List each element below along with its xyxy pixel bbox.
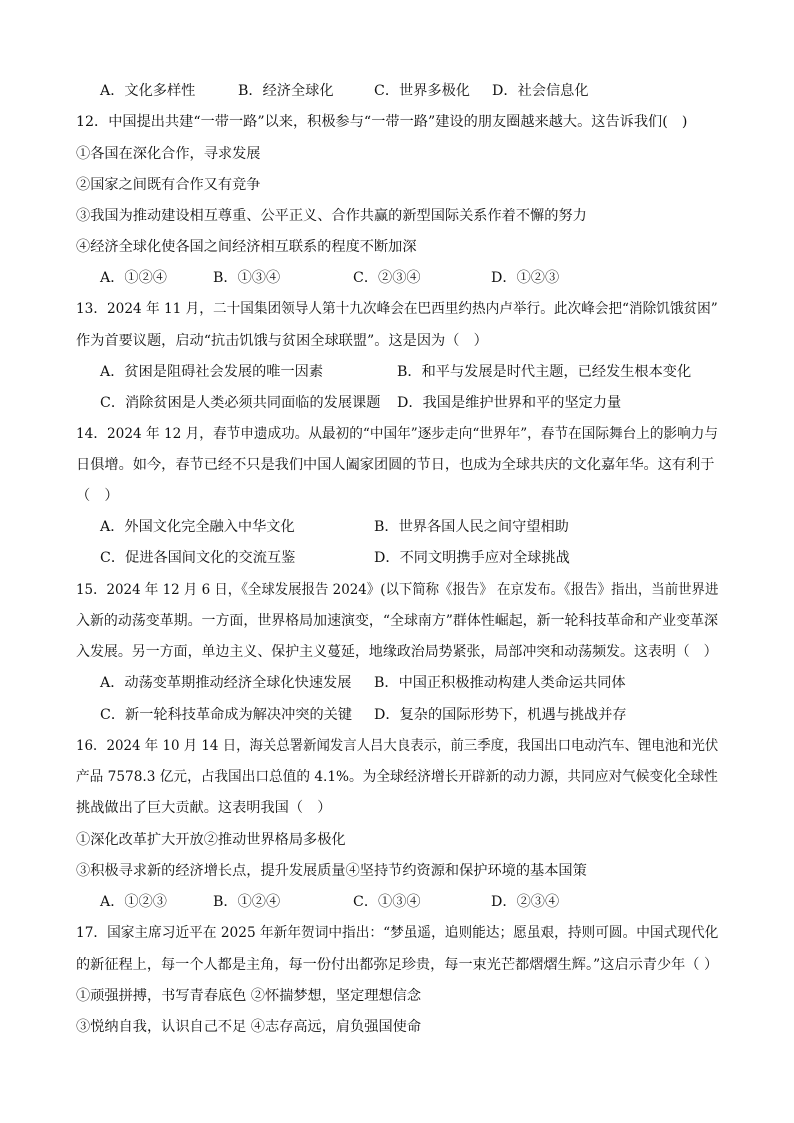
q16-option-c: C．①③④ [353, 894, 421, 910]
q15-stem-line-2: 入新的动荡变革期。一方面，世界格局加速演变，“全球南方”群体性崛起，新一轮科技革命和产业变革深 [76, 613, 718, 629]
q16-option-d: D．②③④ [491, 894, 560, 910]
q13-option-c: C．消除贫困是人类必须共同面临的发展课题 [100, 395, 381, 411]
q12-item-3: ③我国为推动建设相互尊重、公平正义、合作共赢的新型国际关系作着不懈的努力 [76, 208, 587, 224]
q14-stem-line-2: 日俱增。如今，春节已经不只是我们中国人阖家团圆的节日，也成为全球共庆的文化嘉年华。这有利于 [76, 457, 715, 473]
q15-option-c: C．新一轮科技革命成为解决冲突的关键 [100, 707, 353, 723]
q16-option-a: A．①②③ [100, 894, 167, 910]
q17-stem-line-1: 17．国家主席习近平在 2025 年新年贺词中指出：“梦虽遥，追则能达；愿虽艰，持则可圆。中国式现代化 [76, 925, 719, 941]
q15-option-b: B．中国正积极推动构建人类命运共同体 [374, 675, 626, 691]
q16-option-b: B．①②④ [213, 894, 281, 910]
q16-item-1-2: ①深化改革扩大开放②推动世界格局多极化 [76, 832, 346, 848]
q12-option-c: C．②③④ [353, 270, 421, 286]
q11-option-a: A．文化多样性 [100, 83, 196, 99]
q14-option-b: B．世界各国人民之间守望相助 [374, 519, 569, 535]
q12-option-a: A．①②④ [100, 270, 167, 286]
q16-stem-line-1: 16．2024 年 10 月 14 日，海关总署新闻发言人吕大良表示，前三季度，我国出口电动汽车、锂电池和光伏 [76, 738, 719, 754]
q14-option-d: D．不同文明携手应对全球挑战 [374, 550, 570, 566]
q11-option-c: C．世界多极化 [374, 83, 470, 99]
q13-option-d: D．我国是维护世界和平的坚定力量 [397, 395, 622, 411]
q12-option-d: D．①②③ [491, 270, 560, 286]
q17-stem-line-2: 的新征程上，每一个人都是主角，每一份付出都弥足珍贵，每一束光芒都熠熠生辉。”这启示青少年（ ） [76, 957, 719, 973]
q16-item-3-4: ③积极寻求新的经济增长点，提升发展质量④坚持节约资源和保护环境的基本国策 [76, 863, 587, 879]
q14-stem-line-1: 14．2024 年 12 月，春节申遗成功。从最初的“中国年”逐步走向“世界年”，春节在国际舞台上的影响力与 [76, 426, 719, 442]
q15-stem-line-1: 15．2024 年 12 月 6 日，《全球发展报告 2024》(以下简称《报告》 在京发布。《报告》指出，当前世界进 [76, 582, 719, 598]
q13-option-a: A．贫困是阻碍社会发展的唯一因素 [100, 364, 324, 380]
q16-stem-line-2: 产品 7578.3 亿元，占我国出口总值的 4.1%。为全球经济增长开辟新的动力源，共同应对气候变化全球性 [76, 769, 718, 785]
q17-item-1-2: ①顽强拼搏，书写青春底色 ②怀揣梦想，坚定理想信念 [76, 988, 422, 1004]
q14-stem-line-3: （ ） [76, 488, 119, 504]
q11-option-b: B．经济全球化 [238, 83, 334, 99]
q13-option-b: B．和平与发展是时代主题，已经发生根本变化 [397, 364, 692, 380]
q15-option-a: A．动荡变革期推动经济全球化快速发展 [100, 675, 352, 691]
q13-stem-line-2: 作为首要议题，启动“抗击饥饿与贫困全球联盟”。这是因为（ ） [76, 333, 488, 349]
q12-item-4: ④经济全球化使各国之间经济相互联系的程度不断加深 [76, 239, 417, 255]
q12-stem: 12．中国提出共建“一带一路”以来，积极参与“一带一路”建设的朋友圈越来越大。这告诉我们( ) [76, 114, 688, 130]
q12-item-2: ②国家之间既有合作又有竞争 [76, 177, 261, 193]
q12-option-b: B．①③④ [213, 270, 281, 286]
q11-option-d: D．社会信息化 [492, 83, 589, 99]
q15-stem-line-3: 入发展。另一方面，单边主义、保护主义蔓延，地缘政治局势紧张，局部冲突和动荡频发。这表明（ ） [76, 644, 718, 660]
q14-option-a: A．外国文化完全融入中华文化 [100, 519, 295, 535]
q13-stem-line-1: 13．2024 年 11 月，二十国集团领导人第十九次峰会在巴西里约热内卢举行。此次峰会把“消除饥饿贫困” [76, 301, 718, 317]
q12-item-1: ①各国在深化合作，寻求发展 [76, 146, 261, 162]
q14-option-c: C．促进各国间文化的交流互鉴 [100, 550, 296, 566]
q17-item-3-4: ③悦纳自我，认识自己不足 ④志存高远，肩负强国使命 [76, 1019, 422, 1035]
q15-option-d: D．复杂的国际形势下，机遇与挑战并存 [374, 707, 627, 723]
q16-stem-line-3: 挑战做出了巨大贡献。这表明我国（ ） [76, 800, 332, 816]
